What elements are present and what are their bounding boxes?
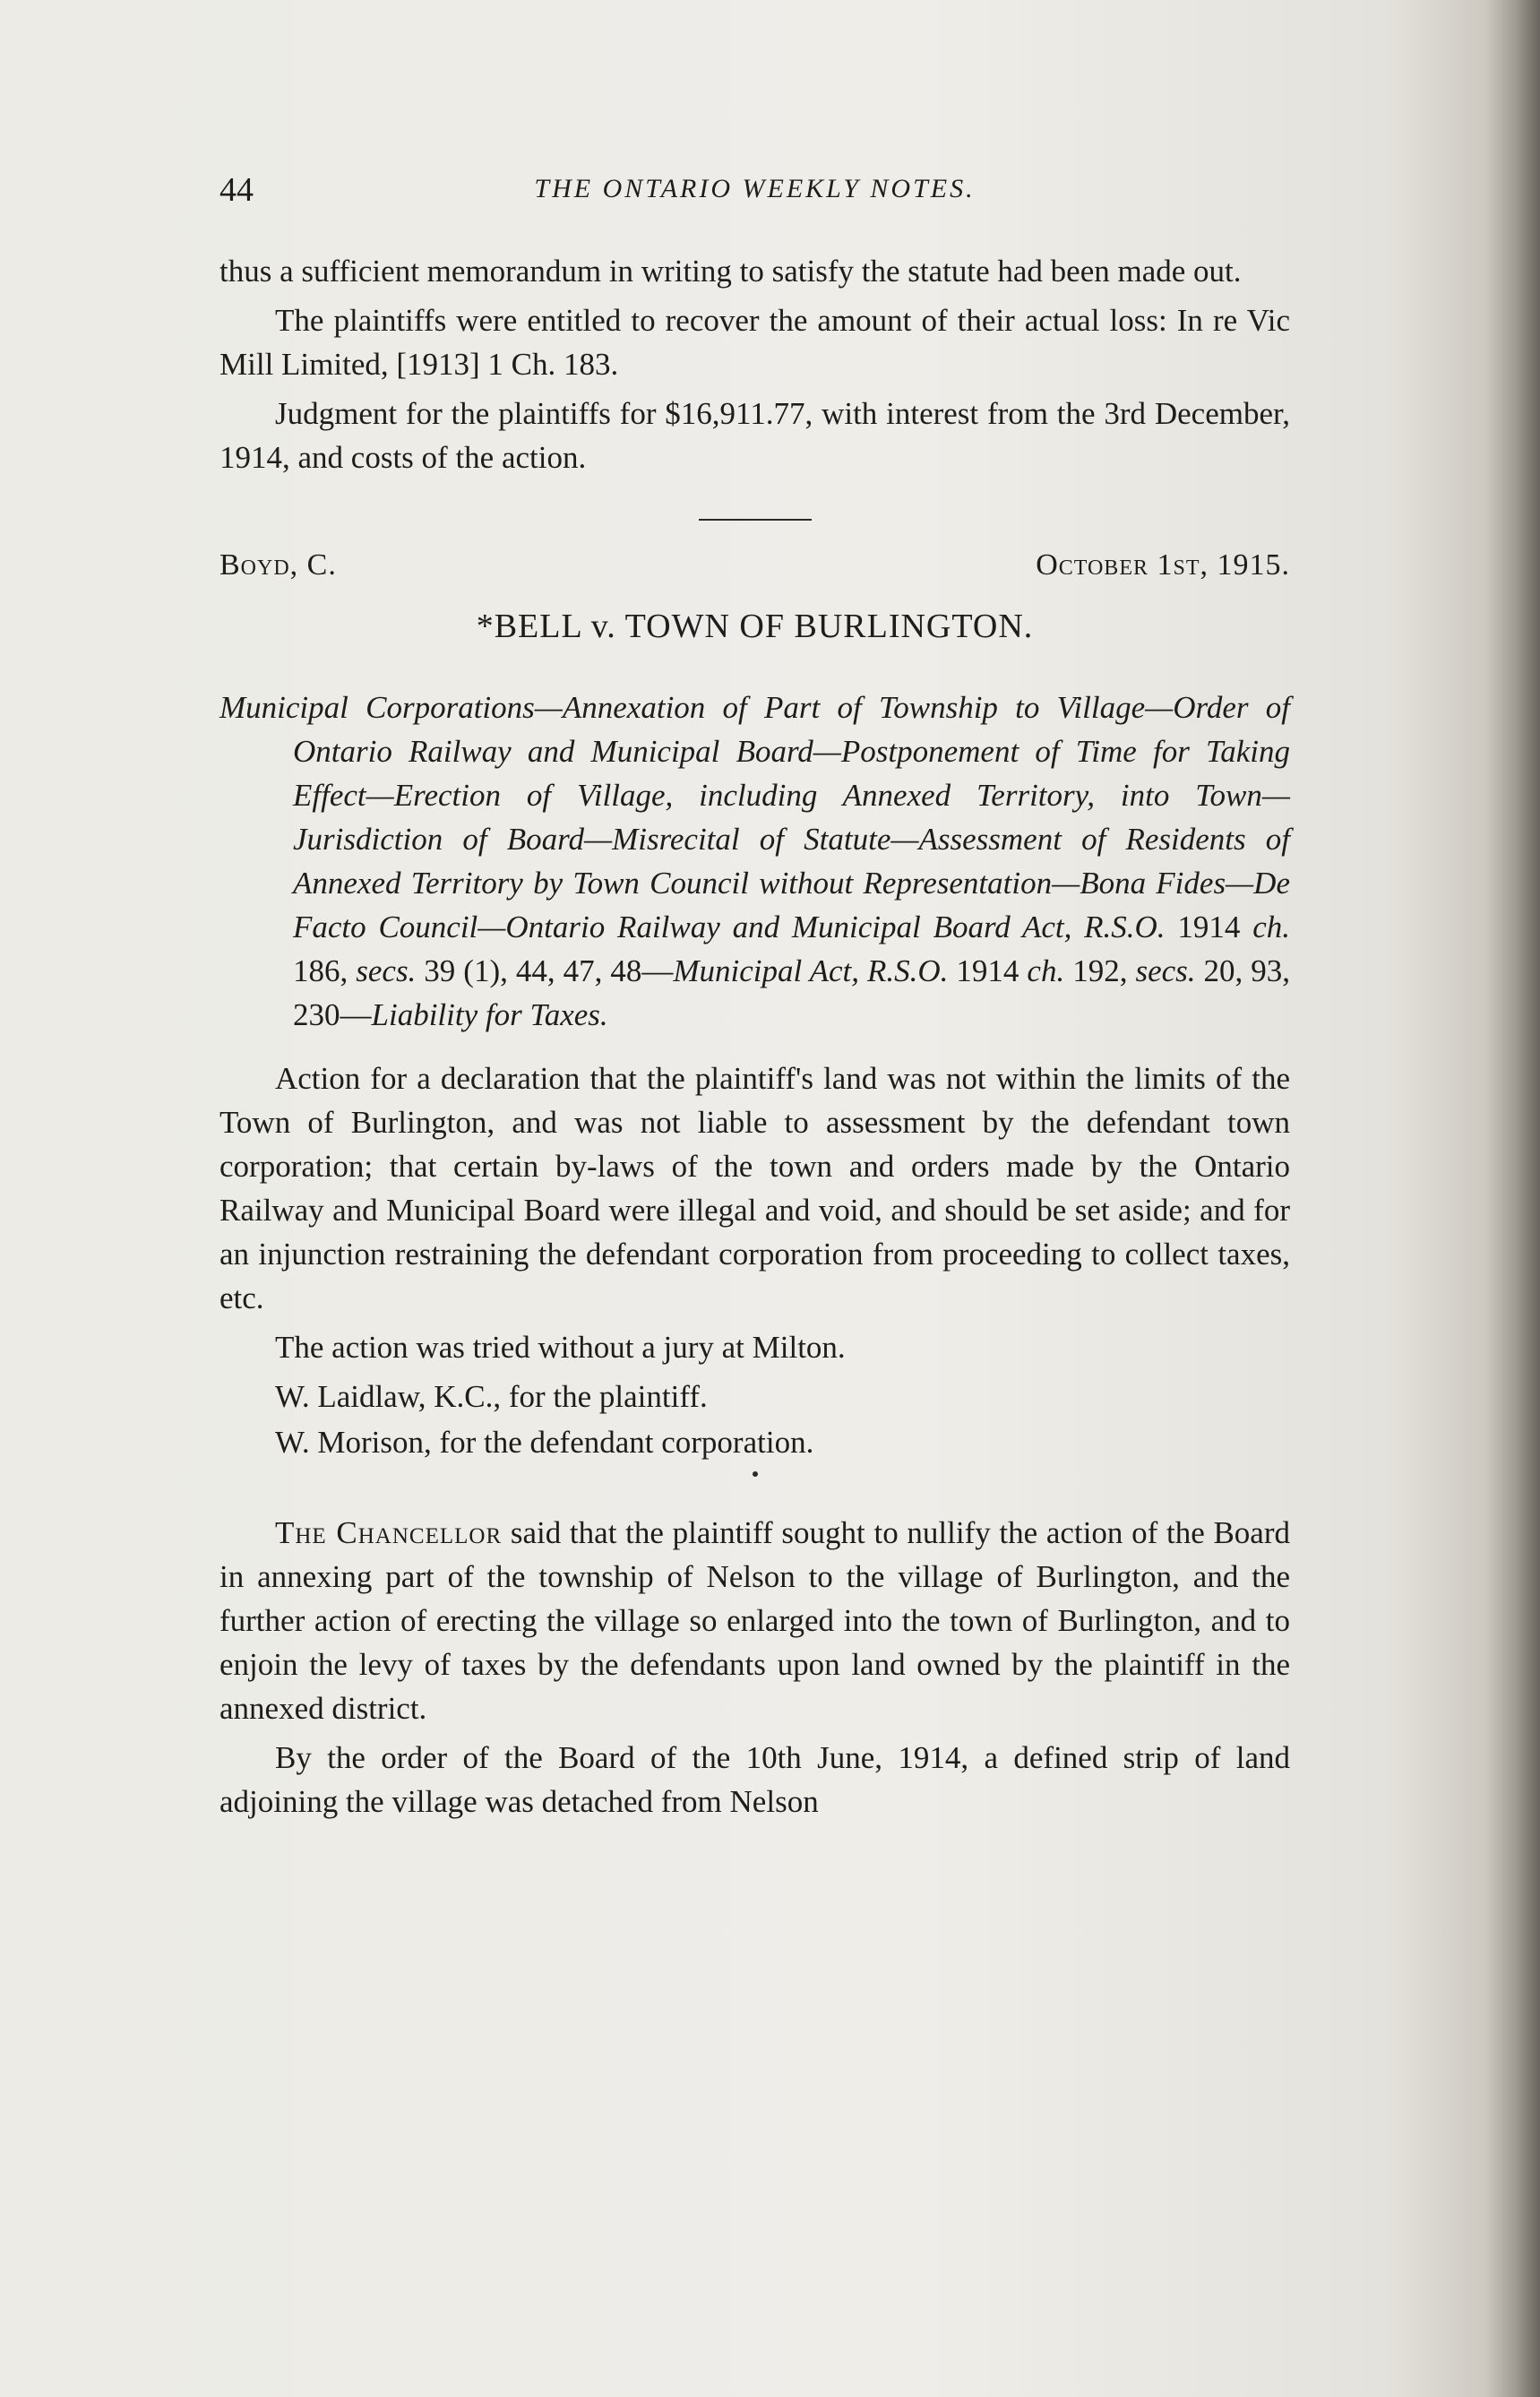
decision-date: October 1st, 1915.	[1036, 548, 1290, 582]
continuation-paragraph-1: thus a sufficient memorandum in writing to satisfy the statute had been made out.	[219, 254, 1242, 289]
counsel-defendant: W. Morison, for the defendant corporation.	[275, 1425, 814, 1460]
action-paragraph: Action for a declaration that the plaintiff's land was not within the limits of the Town of Burlington, and was not liable to assessment by the defendant town corporation; that certain by-laws of the town and orders made by the Ontario Railway and Municipal Board were illegal and void, and should be set aside; and for an injunction restraining the defendant corporation from proceeding to collect taxes, etc.	[219, 1061, 1290, 1315]
headnote-part: 186,	[293, 953, 357, 988]
headnote-part: ch.	[1252, 910, 1290, 944]
headnote-part: 192,	[1064, 953, 1136, 988]
case-title: *BELL v. TOWN OF BURLINGTON.	[476, 608, 1034, 645]
headnote-part: ch.	[1027, 953, 1065, 988]
page-number: 44	[219, 171, 254, 209]
headnote-part: secs.	[1135, 953, 1196, 988]
headnote	[219, 685, 1290, 1037]
running-head	[219, 170, 1290, 224]
text-block	[219, 170, 1290, 1829]
counsel-plaintiff: W. Laidlaw, K.C., for the plaintiff.	[275, 1379, 708, 1414]
headnote-part: 1914	[1165, 910, 1253, 944]
judge-name: Boyd, C.	[219, 548, 337, 582]
continuation-paragraph-3: Judgment for the plaintiffs for $16,911.77, with interest from the 3rd December, 1914, and costs of the action.	[219, 396, 1290, 475]
bullet-mark	[753, 1471, 758, 1477]
headnote-part: 20, 93, 230—	[293, 953, 1291, 1032]
section-divider-rule	[699, 519, 812, 521]
order-paragraph: By the order of the Board of the 10th June, 1914, a defined strip of land adjoining the village was detached from Nelson	[219, 1740, 1290, 1819]
headnote-part: Liability for Taxes.	[371, 997, 608, 1032]
headnote-part: 1914	[948, 953, 1028, 988]
trial-paragraph: The action was tried without a jury at Milton.	[275, 1330, 846, 1365]
headnote-part: 39 (1), 44, 47, 48—	[416, 953, 674, 988]
headnote-part: Municipal Corporations—Annexation of Part of Township to Village—Order of Ontario Railway and Municipal Board—Postponement of Time for Taking Effect—Erection of Village, including Annexed Territory, into Town—Jurisdiction of Board—Misrecital of Statute—Assessment of Residents of Annexed Territory by Town Council without Representation—Bona Fides—De Facto Council—Ontario Railway and Municipal Board Act, R.S.O.	[219, 690, 1290, 944]
continuation-paragraph-2: The plaintiffs were entitled to recover the amount of their actual loss: In re Vic Mill Limited, [1913] 1 Ch. 183.	[219, 303, 1290, 382]
headnote-part: secs.	[356, 953, 417, 988]
headnote-part: Municipal Act, R.S.O.	[673, 953, 949, 988]
journal-title: THE ONTARIO WEEKLY NOTES.	[534, 174, 976, 203]
chancellor-label: The Chancellor	[275, 1515, 503, 1550]
chancellor-paragraph	[219, 1511, 1290, 1730]
page-spine-shadow	[1486, 0, 1540, 2397]
chancellor-text: said that the plaintiff sought to nullify the action of the Board in annexing part of the township of Nelson to the village of Burlington, and the further action of erecting the village so enlarged into the town of Burlington, and to enjoin the levy of taxes by the defendants upon land owned by the plaintiff in the annexed district.	[219, 1515, 1290, 1726]
judge-date-line	[219, 546, 1290, 585]
